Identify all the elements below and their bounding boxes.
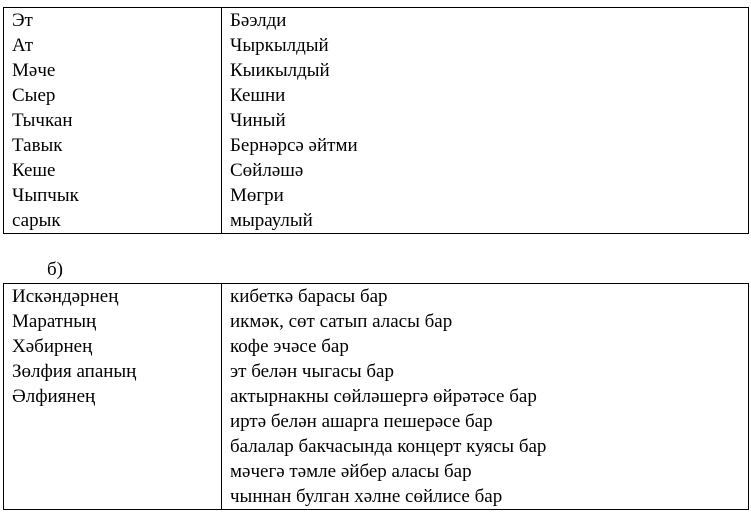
table-row [4,359,749,384]
table-cell-left: Зөлфия апаның [4,359,222,384]
table-cell-left: Кеше [4,158,222,183]
table-cell-right: Бернәрсә әйтми [222,133,749,158]
table-cell-right: Бәэлди [222,8,749,34]
table-row [4,484,749,510]
section-b-label: б) [47,259,63,280]
table-row [4,459,749,484]
table-cell-right: эт белән чыгасы бар [222,359,749,384]
table-cell-left: Әлфиянең [4,384,222,409]
table-cell-right: кофе эчәсе бар [222,334,749,359]
table-cell-right: иртә белән ашарга пешерәсе бар [222,409,749,434]
table-row [4,58,749,83]
table-row [4,33,749,58]
table-row [4,133,749,158]
table-cell-right: мәчегә тәмле әйбер аласы бар [222,459,749,484]
animal-sounds-table [3,7,749,234]
table-cell-right: икмәк, сөт сатып аласы бар [222,309,749,334]
table-cell-right: актырнакны сөйләшергә өйрәтәсе бар [222,384,749,409]
table-row [4,8,749,34]
table-row [4,183,749,208]
table-cell-left [4,409,222,434]
table-cell-left: Эт [4,8,222,34]
table-cell-right: мыраулый [222,208,749,234]
table-cell-right: Чыркылдый [222,33,749,58]
table-cell-left [4,459,222,484]
people-tasks-table [3,283,749,510]
table-cell-right: Сөйләшә [222,158,749,183]
table-cell-left: Искәндәрнең [4,284,222,310]
table-row [4,108,749,133]
table-row [4,334,749,359]
table-row [4,309,749,334]
table-row [4,384,749,409]
table-row [4,208,749,234]
table-cell-left: Ат [4,33,222,58]
table-row [4,83,749,108]
table-cell-right: чыннан булган хәлне сөйлисе бар [222,484,749,510]
table-cell-right: кибеткә барасы бар [222,284,749,310]
table-cell-left: Сыер [4,83,222,108]
table-cell-left: сарык [4,208,222,234]
table-cell-left: Мәче [4,58,222,83]
table-row [4,158,749,183]
table-cell-left [4,484,222,510]
table-cell-right: Кешни [222,83,749,108]
table-cell-right: Чиный [222,108,749,133]
table-cell-left: Чыпчык [4,183,222,208]
table-row [4,284,749,310]
table-cell-left [4,434,222,459]
table-cell-right: балалар бакчасында концерт куясы бар [222,434,749,459]
table-cell-right: Мөгри [222,183,749,208]
table-cell-right: Кыикылдый [222,58,749,83]
table-cell-left: Тычкан [4,108,222,133]
table-row [4,409,749,434]
table-cell-left: Тавык [4,133,222,158]
table-cell-left: Хәбирнең [4,334,222,359]
table-row [4,434,749,459]
table-cell-left: Маратның [4,309,222,334]
